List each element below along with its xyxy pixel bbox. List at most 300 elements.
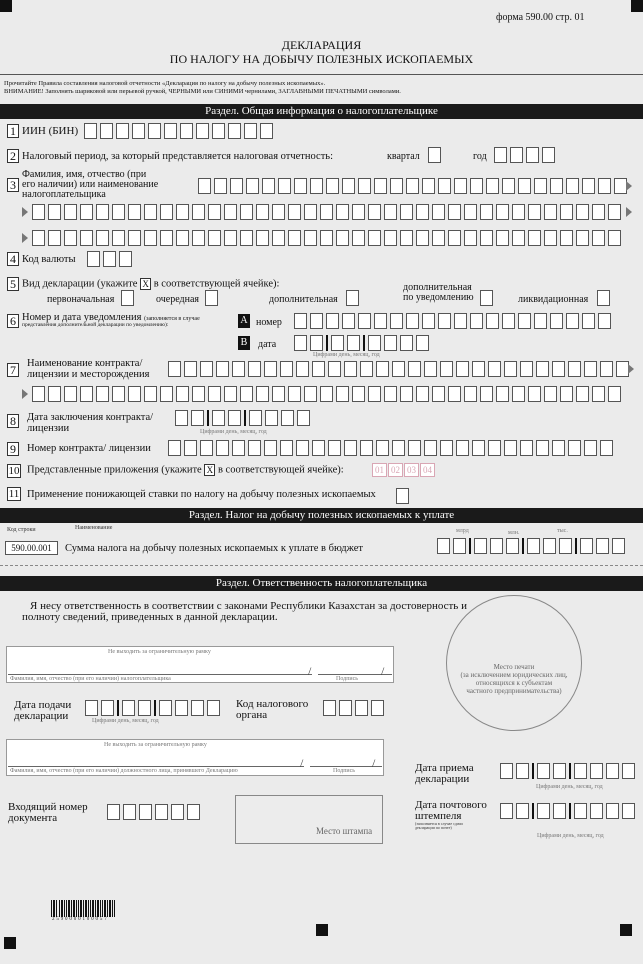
character-cell[interactable] [374,178,387,194]
option-liquidation-checkbox[interactable] [597,290,613,306]
character-cell[interactable] [360,361,373,377]
appendix-02-checkbox[interactable]: 02 [388,463,403,477]
character-cell[interactable] [504,440,517,456]
character-cell[interactable] [344,440,357,456]
character-cell[interactable] [294,335,307,351]
character-cell[interactable] [606,763,619,779]
character-cell[interactable] [582,313,595,329]
character-cell[interactable] [232,440,245,456]
character-cell[interactable] [376,440,389,456]
appendix-03-checkbox[interactable]: 03 [404,463,419,477]
character-cell[interactable] [191,410,204,426]
character-cell[interactable] [480,386,493,402]
character-cell[interactable] [592,230,605,246]
character-cell[interactable] [520,440,533,456]
character-cell[interactable] [192,386,205,402]
character-cell[interactable] [230,178,243,194]
character-cell[interactable] [160,386,173,402]
character-cell[interactable] [416,230,429,246]
character-cell[interactable] [368,335,381,351]
character-cell[interactable] [296,440,309,456]
character-cell[interactable] [176,230,189,246]
character-cell[interactable] [249,410,262,426]
character-cell[interactable] [544,230,557,246]
character-cell[interactable] [500,803,513,819]
character-cell[interactable] [584,361,597,377]
character-cell[interactable] [472,361,485,377]
character-cell[interactable] [500,763,513,779]
character-cell[interactable] [437,538,450,554]
quarter-input[interactable] [428,147,444,163]
character-cell[interactable] [416,204,429,220]
character-cell[interactable] [536,440,549,456]
character-cell[interactable] [528,386,541,402]
character-cell[interactable] [454,178,467,194]
character-cell[interactable] [566,313,579,329]
character-cell[interactable] [296,361,309,377]
character-cell[interactable] [422,178,435,194]
iin-input[interactable] [84,123,276,139]
character-cell[interactable] [544,386,557,402]
character-cell[interactable] [240,204,253,220]
taxpayer-name-input-row2[interactable] [32,204,624,220]
character-cell[interactable] [400,204,413,220]
character-cell[interactable] [160,230,173,246]
character-cell[interactable] [534,313,547,329]
tax-payable-input[interactable] [437,538,628,554]
character-cell[interactable] [560,386,573,402]
character-cell[interactable] [320,230,333,246]
character-cell[interactable] [406,313,419,329]
character-cell[interactable] [297,410,310,426]
character-cell[interactable] [360,440,373,456]
character-cell[interactable] [80,230,93,246]
character-cell[interactable] [32,204,45,220]
character-cell[interactable] [280,361,293,377]
character-cell[interactable] [87,251,100,267]
taxpayer-name-input-row3[interactable] [32,230,624,246]
character-cell[interactable] [32,386,45,402]
character-cell[interactable] [448,230,461,246]
receipt-date-input[interactable] [500,763,638,779]
character-cell[interactable] [596,538,609,554]
character-cell[interactable] [486,178,499,194]
character-cell[interactable] [123,804,136,820]
character-cell[interactable] [552,440,565,456]
character-cell[interactable] [598,313,611,329]
character-cell[interactable] [550,313,563,329]
character-cell[interactable] [456,361,469,377]
character-cell[interactable] [416,335,429,351]
character-cell[interactable] [428,147,441,163]
character-cell[interactable] [84,123,97,139]
character-cell[interactable] [240,230,253,246]
character-cell[interactable] [506,538,519,554]
character-cell[interactable] [336,386,349,402]
character-cell[interactable] [368,230,381,246]
contract-date-input[interactable] [175,410,313,426]
character-cell[interactable] [527,538,540,554]
character-cell[interactable] [160,204,173,220]
character-cell[interactable] [553,763,566,779]
option-initial-checkbox[interactable] [121,290,137,306]
character-cell[interactable] [260,123,273,139]
character-cell[interactable] [144,204,157,220]
character-cell[interactable] [256,230,269,246]
contract-name-input-row1[interactable] [168,361,632,377]
character-cell[interactable] [384,335,397,351]
character-cell[interactable] [574,803,587,819]
character-cell[interactable] [122,700,135,716]
character-cell[interactable] [212,410,225,426]
postal-date-input[interactable] [500,803,638,819]
character-cell[interactable] [180,123,193,139]
character-cell[interactable] [80,204,93,220]
character-cell[interactable] [424,440,437,456]
character-cell[interactable] [502,178,515,194]
character-cell[interactable] [574,763,587,779]
character-cell[interactable] [406,178,419,194]
character-cell[interactable] [64,386,77,402]
character-cell[interactable] [312,440,325,456]
taxpayer-name-input-row1[interactable] [198,178,630,194]
character-cell[interactable] [494,147,507,163]
character-cell[interactable] [582,178,595,194]
reduced-rate-checkbox[interactable] [396,488,412,504]
character-cell[interactable] [512,204,525,220]
character-cell[interactable] [454,313,467,329]
character-cell[interactable] [496,204,509,220]
character-cell[interactable] [448,204,461,220]
character-cell[interactable] [550,178,563,194]
character-cell[interactable] [400,335,413,351]
character-cell[interactable] [304,230,317,246]
character-cell[interactable] [470,313,483,329]
character-cell[interactable] [101,700,114,716]
character-cell[interactable] [474,538,487,554]
character-cell[interactable] [176,386,189,402]
character-cell[interactable] [488,361,501,377]
character-cell[interactable] [175,700,188,716]
character-cell[interactable] [310,178,323,194]
character-cell[interactable] [339,700,352,716]
character-cell[interactable] [392,361,405,377]
character-cell[interactable] [448,386,461,402]
character-cell[interactable] [64,204,77,220]
character-cell[interactable] [200,440,213,456]
character-cell[interactable] [470,178,483,194]
character-cell[interactable] [480,204,493,220]
character-cell[interactable] [453,538,466,554]
character-cell[interactable] [608,204,621,220]
character-cell[interactable] [440,361,453,377]
character-cell[interactable] [480,290,493,306]
character-cell[interactable] [368,204,381,220]
character-cell[interactable] [534,178,547,194]
character-cell[interactable] [164,123,177,139]
character-cell[interactable] [566,178,579,194]
character-cell[interactable] [392,440,405,456]
character-cell[interactable] [597,290,610,306]
character-cell[interactable] [278,178,291,194]
character-cell[interactable] [542,147,555,163]
character-cell[interactable] [432,386,445,402]
character-cell[interactable] [352,386,365,402]
contract-number-input[interactable] [168,440,616,456]
character-cell[interactable] [528,204,541,220]
appendix-01-checkbox[interactable]: 01 [372,463,387,477]
character-cell[interactable] [48,204,61,220]
character-cell[interactable] [288,230,301,246]
character-cell[interactable] [280,440,293,456]
character-cell[interactable] [272,230,285,246]
character-cell[interactable] [132,123,145,139]
character-cell[interactable] [148,123,161,139]
character-cell[interactable] [294,313,307,329]
character-cell[interactable] [464,230,477,246]
character-cell[interactable] [518,313,531,329]
character-cell[interactable] [128,204,141,220]
character-cell[interactable] [553,803,566,819]
character-cell[interactable] [155,804,168,820]
character-cell[interactable] [346,290,359,306]
character-cell[interactable] [184,440,197,456]
character-cell[interactable] [424,361,437,377]
character-cell[interactable] [288,204,301,220]
character-cell[interactable] [85,700,98,716]
character-cell[interactable] [496,386,509,402]
character-cell[interactable] [608,386,621,402]
character-cell[interactable] [376,361,389,377]
character-cell[interactable] [107,804,120,820]
character-cell[interactable] [216,440,229,456]
character-cell[interactable] [310,313,323,329]
character-cell[interactable] [96,230,109,246]
character-cell[interactable] [246,178,259,194]
character-cell[interactable] [347,335,360,351]
option-additional-notice-checkbox[interactable] [480,290,496,306]
character-cell[interactable] [244,123,257,139]
character-cell[interactable] [228,410,241,426]
character-cell[interactable] [512,230,525,246]
character-cell[interactable] [184,361,197,377]
character-cell[interactable] [374,313,387,329]
character-cell[interactable] [96,204,109,220]
character-cell[interactable] [352,204,365,220]
character-cell[interactable] [355,700,368,716]
character-cell[interactable] [537,803,550,819]
character-cell[interactable] [171,804,184,820]
character-cell[interactable] [138,700,151,716]
character-cell[interactable] [116,123,129,139]
character-cell[interactable] [288,386,301,402]
character-cell[interactable] [590,763,603,779]
character-cell[interactable] [328,440,341,456]
character-cell[interactable] [208,204,221,220]
character-cell[interactable] [256,386,269,402]
character-cell[interactable] [608,230,621,246]
character-cell[interactable] [590,803,603,819]
character-cell[interactable] [191,700,204,716]
character-cell[interactable] [320,204,333,220]
character-cell[interactable] [544,204,557,220]
character-cell[interactable] [358,313,371,329]
character-cell[interactable] [336,204,349,220]
character-cell[interactable] [48,230,61,246]
character-cell[interactable] [622,763,635,779]
character-cell[interactable] [32,230,45,246]
character-cell[interactable] [600,361,613,377]
character-cell[interactable] [518,178,531,194]
character-cell[interactable] [112,204,125,220]
character-cell[interactable] [488,440,501,456]
character-cell[interactable] [256,204,269,220]
character-cell[interactable] [490,538,503,554]
character-cell[interactable] [496,230,509,246]
character-cell[interactable] [168,361,181,377]
character-cell[interactable] [144,386,157,402]
character-cell[interactable] [310,335,323,351]
character-cell[interactable] [103,251,116,267]
character-cell[interactable] [304,386,317,402]
character-cell[interactable] [486,313,499,329]
character-cell[interactable] [456,440,469,456]
character-cell[interactable] [96,386,109,402]
currency-code-input[interactable] [87,251,135,267]
character-cell[interactable] [48,386,61,402]
character-cell[interactable] [128,230,141,246]
character-cell[interactable] [119,251,132,267]
character-cell[interactable] [422,313,435,329]
character-cell[interactable] [368,386,381,402]
character-cell[interactable] [543,538,556,554]
character-cell[interactable] [294,178,307,194]
character-cell[interactable] [400,230,413,246]
character-cell[interactable] [537,763,550,779]
character-cell[interactable] [576,230,589,246]
incoming-number-input[interactable] [107,804,203,820]
character-cell[interactable] [384,386,397,402]
character-cell[interactable] [240,386,253,402]
character-cell[interactable] [248,440,261,456]
character-cell[interactable] [320,386,333,402]
character-cell[interactable] [323,700,336,716]
character-cell[interactable] [560,230,573,246]
character-cell[interactable] [552,361,565,377]
character-cell[interactable] [400,386,413,402]
character-cell[interactable] [528,230,541,246]
character-cell[interactable] [384,204,397,220]
character-cell[interactable] [592,386,605,402]
character-cell[interactable] [328,361,341,377]
character-cell[interactable] [200,361,213,377]
appendix-04-checkbox[interactable]: 04 [420,463,435,477]
character-cell[interactable] [192,230,205,246]
character-cell[interactable] [281,410,294,426]
character-cell[interactable] [408,361,421,377]
character-cell[interactable] [472,440,485,456]
notice-number-input[interactable] [294,313,614,329]
character-cell[interactable] [510,147,523,163]
character-cell[interactable] [224,386,237,402]
character-cell[interactable] [192,204,205,220]
character-cell[interactable] [598,178,611,194]
character-cell[interactable] [214,178,227,194]
character-cell[interactable] [416,386,429,402]
submit-date-input[interactable] [85,700,223,716]
character-cell[interactable] [262,178,275,194]
character-cell[interactable] [606,803,619,819]
character-cell[interactable] [390,313,403,329]
character-cell[interactable] [121,290,134,306]
character-cell[interactable] [568,440,581,456]
character-cell[interactable] [112,386,125,402]
character-cell[interactable] [438,178,451,194]
appendices-checkboxes[interactable] [372,463,435,477]
character-cell[interactable] [208,386,221,402]
character-cell[interactable] [559,538,572,554]
character-cell[interactable] [168,440,181,456]
character-cell[interactable] [64,230,77,246]
character-cell[interactable] [304,204,317,220]
character-cell[interactable] [371,700,384,716]
character-cell[interactable] [480,230,493,246]
character-cell[interactable] [432,230,445,246]
character-cell[interactable] [128,386,141,402]
character-cell[interactable] [264,440,277,456]
character-cell[interactable] [504,361,517,377]
character-cell[interactable] [516,763,529,779]
character-cell[interactable] [336,230,349,246]
character-cell[interactable] [100,123,113,139]
character-cell[interactable] [516,803,529,819]
character-cell[interactable] [576,386,589,402]
character-cell[interactable] [612,538,625,554]
character-cell[interactable] [272,386,285,402]
character-cell[interactable] [568,361,581,377]
character-cell[interactable] [159,700,172,716]
character-cell[interactable] [342,313,355,329]
character-cell[interactable] [526,147,539,163]
character-cell[interactable] [396,488,409,504]
character-cell[interactable] [408,440,421,456]
character-cell[interactable] [344,361,357,377]
character-cell[interactable] [312,361,325,377]
character-cell[interactable] [228,123,241,139]
character-cell[interactable] [264,361,277,377]
option-additional-checkbox[interactable] [346,290,362,306]
character-cell[interactable] [584,440,597,456]
character-cell[interactable] [224,230,237,246]
character-cell[interactable] [198,178,211,194]
character-cell[interactable] [600,440,613,456]
character-cell[interactable] [196,123,209,139]
character-cell[interactable] [144,230,157,246]
character-cell[interactable] [592,204,605,220]
character-cell[interactable] [342,178,355,194]
character-cell[interactable] [352,230,365,246]
character-cell[interactable] [358,178,371,194]
character-cell[interactable] [224,204,237,220]
character-cell[interactable] [207,700,220,716]
character-cell[interactable] [331,335,344,351]
character-cell[interactable] [248,361,261,377]
character-cell[interactable] [212,123,225,139]
character-cell[interactable] [232,361,245,377]
character-cell[interactable] [438,313,451,329]
tax-authority-code-input[interactable] [323,700,387,716]
character-cell[interactable] [187,804,200,820]
